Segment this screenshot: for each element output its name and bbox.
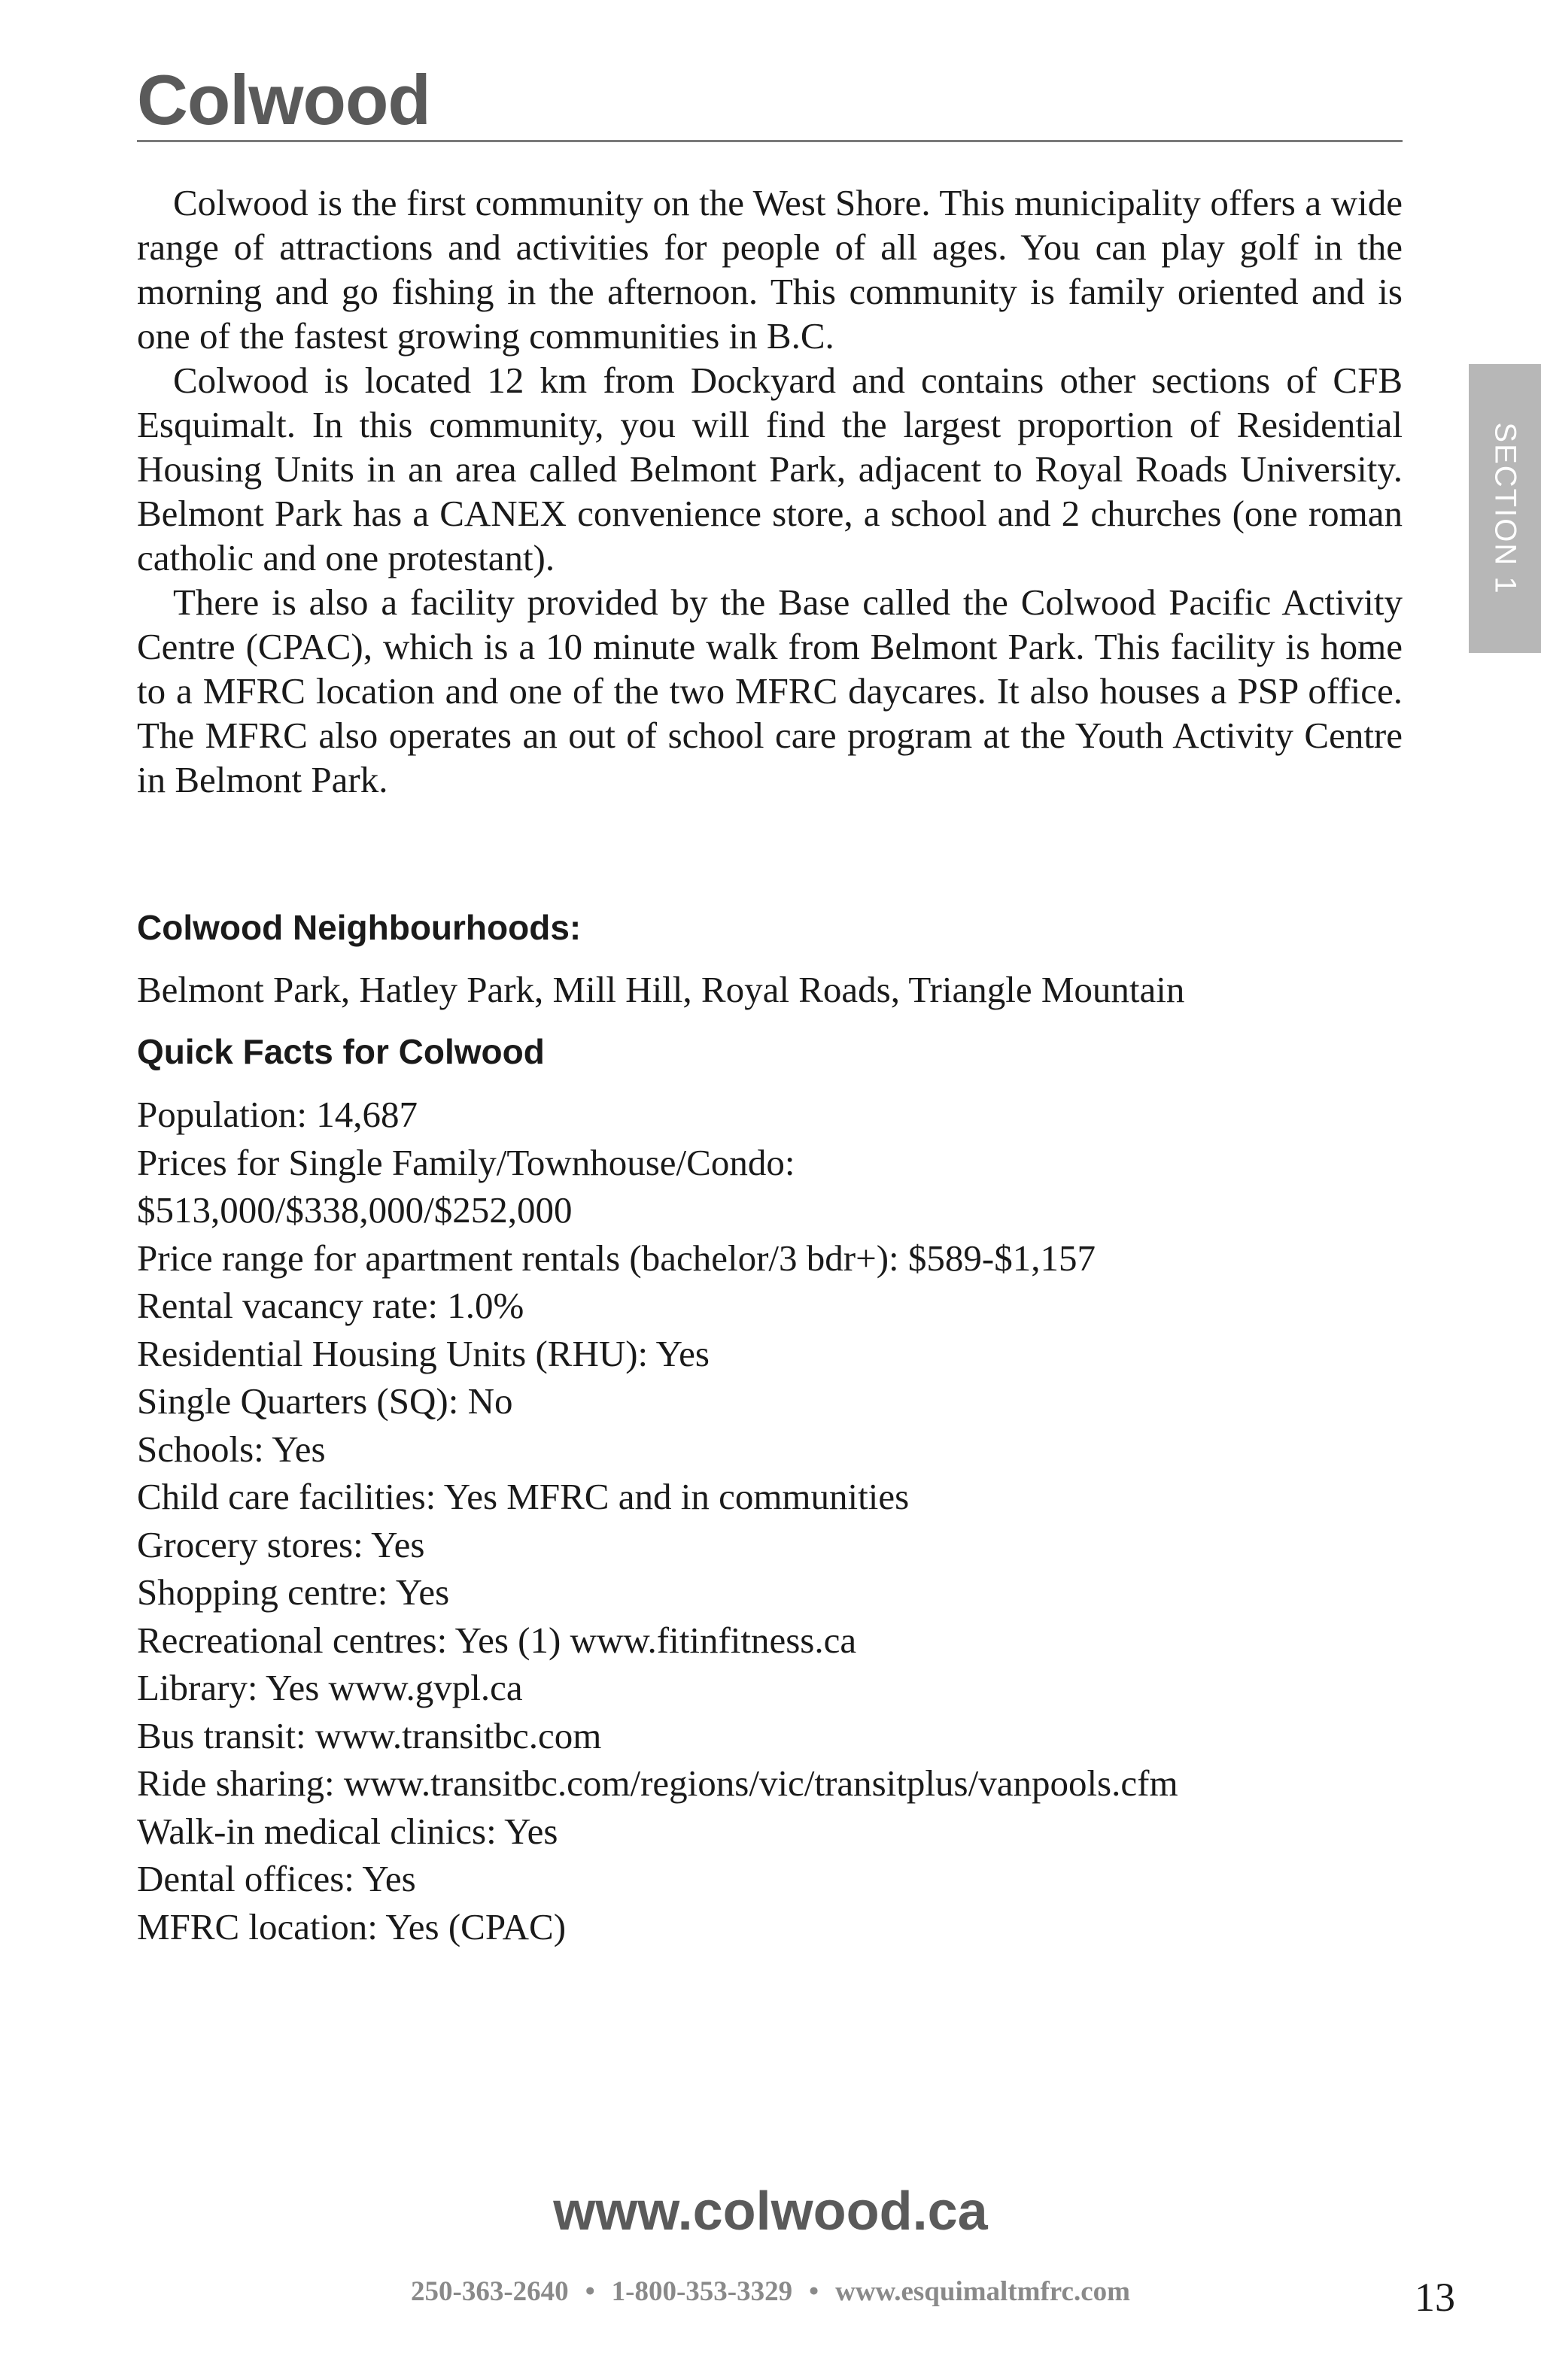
footer-phone-local: 250-363-2640 <box>411 2276 569 2307</box>
fact-shopping: Shopping centre: Yes <box>137 1571 450 1613</box>
fact-mfrc-location: MFRC location: Yes (CPAC) <box>137 1905 567 1947</box>
fact-population: Population: 14,687 <box>137 1094 418 1135</box>
fact-grocery: Grocery stores: Yes <box>137 1523 425 1565</box>
intro-text <box>137 181 1403 802</box>
quick-facts-list <box>137 1091 1178 1950</box>
footer-contacts <box>0 2275 1541 2309</box>
page-number: 13 <box>1415 2275 1455 2320</box>
title-divider <box>137 140 1403 142</box>
fact-bus-transit: Bus transit: www.transitbc.com <box>137 1714 602 1756</box>
intro-paragraph: Colwood is located 12 km from Dockyard and contains other sections of CFB Esquimalt. In this community, you will find the largest proportion of Residential Housing Units in an area called Belmont Park, adjacent to Royal Roads University. Belmont Park has a CANEX convenience store, a school and 2 churches (one roman catholic and one protestant). <box>137 360 1403 578</box>
fact-library: Library: Yes www.gvpl.ca <box>137 1667 523 1708</box>
fact-rhu: Residential Housing Units (RHU): Yes <box>137 1332 710 1374</box>
neighbourhoods-list: Belmont Park, Hatley Park, Mill Hill, Royal Roads, Triangle Mountain <box>137 969 1185 1010</box>
fact-dental: Dental offices: Yes <box>137 1858 416 1899</box>
bullet-separator: • <box>809 2276 819 2307</box>
footer-phone-toll-free: 1-800-353-3329 <box>611 2276 793 2307</box>
fact-schools: Schools: Yes <box>137 1428 326 1470</box>
section-tab <box>1469 364 1541 653</box>
section-tab-label: SECTION 1 <box>1488 422 1522 595</box>
fact-rental-range: Price range for apartment rentals (bachelor/3 bdr+): $589-$1,157 <box>137 1237 1096 1279</box>
neighbourhoods-heading: Colwood Neighbourhoods: <box>137 908 582 947</box>
quick-facts-heading: Quick Facts for Colwood <box>137 1032 545 1071</box>
page-title: Colwood <box>137 60 430 139</box>
bullet-separator: • <box>585 2276 595 2307</box>
fact-child-care: Child care facilities: Yes MFRC and in communities <box>137 1476 910 1517</box>
intro-paragraph: There is also a facility provided by the Base called the Colwood Pacific Activity Centre (CPAC), which is a 10 minute walk from Belmont Park. This facility is home to a MFRC location and one of the two MFRC daycares. It also houses a PSP office. The MFRC also operates an out of school care program at the Youth Activity Centre in Belmont Park. <box>137 581 1403 800</box>
fact-single-quarters: Single Quarters (SQ): No <box>137 1380 513 1422</box>
intro-paragraph: Colwood is the first community on the West Shore. This municipality offers a wide range of attractions and activities for people of all ages. You can play golf in the morning and go fishing in the afternoon. This community is family oriented and is one of the fastest growing communities in B.C. <box>137 182 1403 357</box>
fact-recreation: Recreational centres: Yes (1) www.fitinfitness.ca <box>137 1619 857 1661</box>
colwood-website-link: www.colwood.ca <box>553 2181 988 2242</box>
fact-medical-clinics: Walk-in medical clinics: Yes <box>137 1810 558 1852</box>
fact-prices-values: $513,000/$338,000/$252,000 <box>137 1189 573 1231</box>
fact-prices-label: Prices for Single Family/Townhouse/Condo: <box>137 1141 795 1183</box>
fact-vacancy-rate: Rental vacancy rate: 1.0% <box>137 1285 524 1326</box>
footer-mfrc-website: www.esquimaltmfrc.com <box>835 2276 1130 2307</box>
fact-ride-sharing: Ride sharing: www.transitbc.com/regions/vic/transitplus/vanpools.cfm <box>137 1762 1178 1804</box>
